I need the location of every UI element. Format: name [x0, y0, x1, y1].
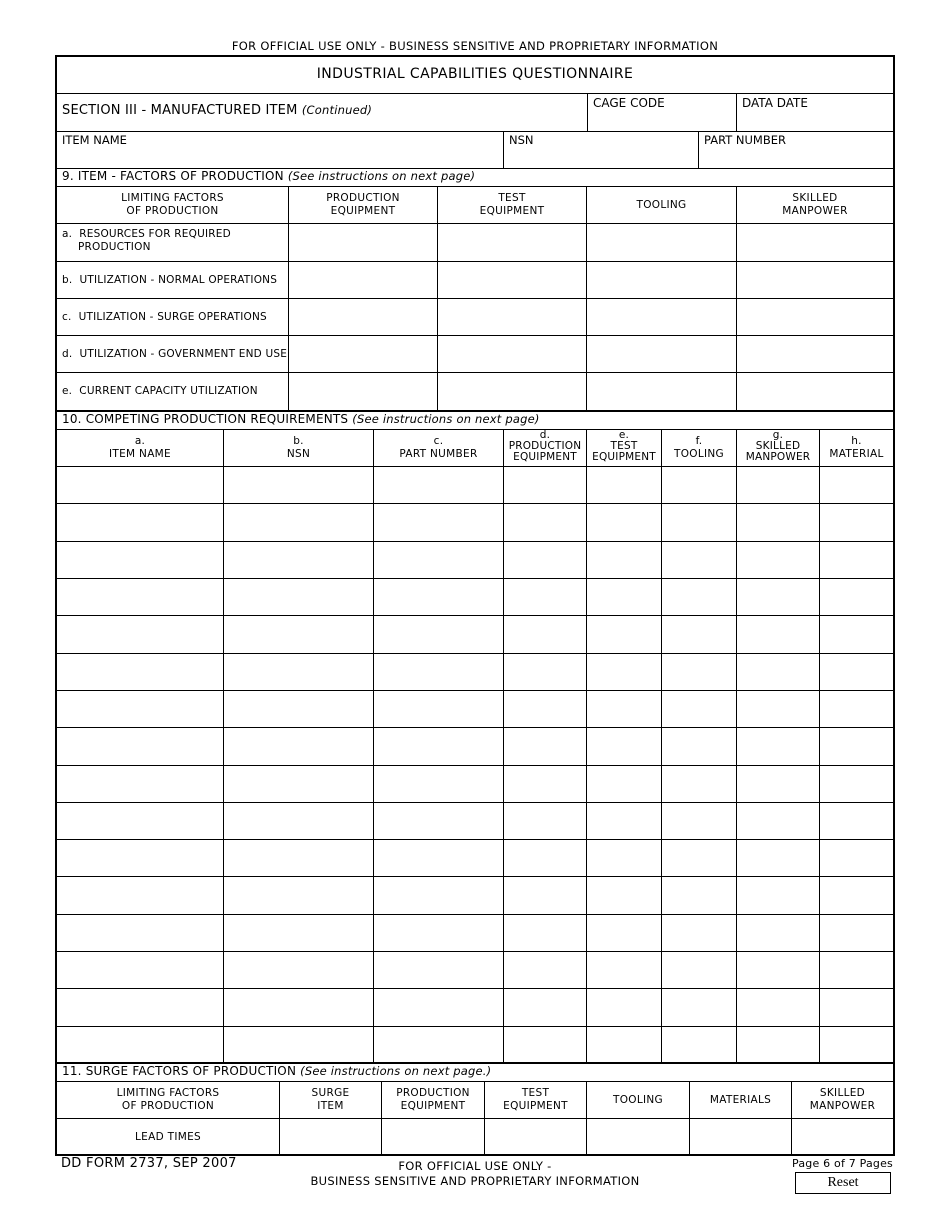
q10-material-input[interactable] — [820, 504, 893, 540]
q10-title-row — [57, 412, 893, 430]
q10-nsn-input[interactable] — [224, 840, 374, 876]
q9-e-production-equipment-input[interactable] — [289, 373, 438, 410]
q10-tooling-input[interactable] — [662, 691, 737, 727]
q10-production-equipment-input[interactable] — [504, 579, 587, 615]
item-row — [57, 132, 893, 169]
q10-header-production-equipment: d. PRODUCTION EQUIPMENT — [504, 430, 587, 466]
item-name-field[interactable] — [57, 132, 504, 168]
bottom-banner-line1: FOR OFFICIAL USE ONLY - — [398, 1159, 552, 1173]
q10-tooling-input[interactable] — [662, 654, 737, 690]
q10-nsn-input[interactable] — [224, 766, 374, 802]
section-row — [57, 94, 893, 132]
q10-nsn-input[interactable] — [224, 616, 374, 652]
q9-b-production-equipment-input[interactable] — [289, 262, 438, 298]
form-frame — [55, 55, 895, 1156]
q10-test-equipment-input[interactable] — [587, 467, 662, 503]
page-number: Page 6 of 7 Pages — [792, 1157, 893, 1170]
q9-header-production-equipment: PRODUCTION EQUIPMENT — [289, 187, 438, 223]
q10-production-equipment-input[interactable] — [504, 915, 587, 951]
q10-test-equipment-input[interactable] — [587, 616, 662, 652]
q10-nsn-input[interactable] — [224, 989, 374, 1025]
q10-item-name-input[interactable] — [57, 654, 224, 690]
q11-header-surge-item: SURGE ITEM — [280, 1082, 382, 1118]
q10-item-name-input[interactable] — [57, 504, 224, 540]
q9-row-d — [57, 336, 893, 373]
q9-a-tooling-input[interactable] — [587, 224, 737, 261]
q10-part-number-input[interactable] — [374, 467, 504, 503]
q9-header-skilled-manpower: SKILLED MANPOWER — [782, 192, 848, 217]
q10-test-equipment-input[interactable] — [587, 1027, 662, 1062]
q10-header-test-equipment: e. TEST EQUIPMENT — [587, 430, 662, 466]
q9-header-limiting-factors: LIMITING FACTORS OF PRODUCTION — [57, 187, 289, 223]
q9-e-skilled-manpower-input[interactable] — [737, 373, 893, 410]
form-title: INDUSTRIAL CAPABILITIES QUESTIONNAIRE — [316, 66, 634, 82]
q10-item-name-input[interactable] — [57, 989, 224, 1025]
q10-item-name-input[interactable] — [57, 840, 224, 876]
q10-skilled-manpower-input[interactable] — [737, 915, 820, 951]
section-label-cell — [57, 94, 588, 131]
table-row — [57, 952, 893, 989]
q11-skilled-manpower-input[interactable] — [792, 1119, 893, 1156]
q10-skilled-manpower-input[interactable] — [737, 803, 820, 839]
q10-production-equipment-input[interactable] — [504, 766, 587, 802]
q10-title: 10. COMPETING PRODUCTION REQUIREMENTS — [62, 412, 349, 426]
q11-note: (See instructions on next page.) — [300, 1064, 492, 1078]
q10-material-input[interactable] — [820, 728, 893, 764]
q10-production-equipment-input[interactable] — [504, 654, 587, 690]
q11-tooling-input[interactable] — [587, 1119, 690, 1156]
q10-part-number-input[interactable] — [374, 1027, 504, 1062]
q10-item-name-input[interactable] — [57, 877, 224, 913]
q10-production-equipment-input[interactable] — [504, 504, 587, 540]
q10-test-equipment-input[interactable] — [587, 579, 662, 615]
q10-material-input[interactable] — [820, 467, 893, 503]
q9-e-tooling-input[interactable] — [587, 373, 737, 410]
q9-header-row — [57, 187, 893, 224]
table-row — [57, 877, 893, 914]
q10-part-number-input[interactable] — [374, 728, 504, 764]
q10-production-equipment-input[interactable] — [504, 542, 587, 578]
q10-part-number-input[interactable] — [374, 654, 504, 690]
table-row — [57, 728, 893, 765]
q9-note: (See instructions on next page) — [287, 169, 476, 183]
q9-e-test-equipment-input[interactable] — [438, 373, 587, 410]
q9-row-a — [57, 224, 893, 262]
section-label: SECTION III - MANUFACTURED ITEM — [62, 103, 298, 118]
q10-skilled-manpower-input[interactable] — [737, 467, 820, 503]
q10-part-number-input[interactable] — [374, 840, 504, 876]
q9-a-production-equipment-input[interactable] — [289, 224, 438, 261]
q10-item-name-input[interactable] — [57, 616, 224, 652]
q11-header-row — [57, 1082, 893, 1119]
q10-test-equipment-input[interactable] — [587, 803, 662, 839]
q10-nsn-input[interactable] — [224, 467, 374, 503]
q9-d-test-equipment-input[interactable] — [438, 336, 587, 372]
q10-skilled-manpower-input[interactable] — [737, 542, 820, 578]
q10-tooling-input[interactable] — [662, 989, 737, 1025]
nsn-label: NSN — [509, 133, 534, 147]
q10-production-equipment-input[interactable] — [504, 728, 587, 764]
q10-skilled-manpower-input[interactable] — [737, 579, 820, 615]
q10-part-number-input[interactable] — [374, 877, 504, 913]
q9-row-b-label: b. UTILIZATION - NORMAL OPERATIONS — [57, 262, 289, 298]
q10-nsn-input[interactable] — [224, 1027, 374, 1062]
q10-item-name-input[interactable] — [57, 915, 224, 951]
q10-skilled-manpower-input[interactable] — [737, 952, 820, 988]
q9-a-skilled-manpower-input[interactable] — [737, 224, 893, 261]
table-row — [57, 989, 893, 1026]
q10-tooling-input[interactable] — [662, 542, 737, 578]
q10-item-name-input[interactable] — [57, 691, 224, 727]
nsn-field[interactable] — [504, 132, 699, 168]
q10-skilled-manpower-input[interactable] — [737, 1027, 820, 1062]
q9-d-skilled-manpower-input[interactable] — [737, 336, 893, 372]
table-row — [57, 1027, 893, 1064]
q10-tooling-input[interactable] — [662, 952, 737, 988]
q10-item-name-input[interactable] — [57, 803, 224, 839]
q10-item-name-input[interactable] — [57, 542, 224, 578]
q10-production-equipment-input[interactable] — [504, 952, 587, 988]
q10-header-item-name: a. ITEM NAME — [57, 430, 224, 466]
table-row — [57, 840, 893, 877]
q10-test-equipment-input[interactable] — [587, 654, 662, 690]
q10-tooling-input[interactable] — [662, 1027, 737, 1062]
q10-part-number-input[interactable] — [374, 803, 504, 839]
q10-nsn-input[interactable] — [224, 877, 374, 913]
q10-material-input[interactable] — [820, 877, 893, 913]
q10-production-equipment-input[interactable] — [504, 1027, 587, 1062]
q10-tooling-input[interactable] — [662, 728, 737, 764]
item-name-label: ITEM NAME — [62, 133, 127, 147]
q10-material-input[interactable] — [820, 952, 893, 988]
table-row — [57, 766, 893, 803]
q10-test-equipment-input[interactable] — [587, 691, 662, 727]
q9-header-test-equipment: TEST EQUIPMENT — [438, 187, 587, 223]
q11-materials-input[interactable] — [690, 1119, 792, 1156]
q10-production-equipment-input[interactable] — [504, 616, 587, 652]
part-number-field[interactable] — [699, 132, 893, 168]
q10-tooling-input[interactable] — [662, 915, 737, 951]
table-row — [57, 803, 893, 840]
q10-skilled-manpower-input[interactable] — [737, 728, 820, 764]
form-id: DD FORM 2737, SEP 2007 — [61, 1156, 237, 1171]
q10-item-name-input[interactable] — [57, 728, 224, 764]
q9-row-c — [57, 299, 893, 336]
q10-part-number-input[interactable] — [374, 766, 504, 802]
q9-row-d-label: d. UTILIZATION - GOVERNMENT END USE — [57, 336, 289, 372]
q10-header-row — [57, 430, 893, 467]
q10-material-input[interactable] — [820, 1027, 893, 1062]
q10-tooling-input[interactable] — [662, 579, 737, 615]
q10-skilled-manpower-input[interactable] — [737, 840, 820, 876]
q10-part-number-input[interactable] — [374, 542, 504, 578]
q10-skilled-manpower-input[interactable] — [737, 877, 820, 913]
q10-part-number-input[interactable] — [374, 616, 504, 652]
q10-production-equipment-input[interactable] — [504, 803, 587, 839]
q10-item-name-input[interactable] — [57, 579, 224, 615]
q10-test-equipment-input[interactable] — [587, 766, 662, 802]
q10-skilled-manpower-input[interactable] — [737, 691, 820, 727]
q10-header-material: h. MATERIAL — [829, 435, 884, 460]
q10-nsn-input[interactable] — [224, 579, 374, 615]
q10-test-equipment-input[interactable] — [587, 542, 662, 578]
q10-material-input[interactable] — [820, 840, 893, 876]
q10-test-equipment-input[interactable] — [587, 952, 662, 988]
q10-material-input[interactable] — [820, 579, 893, 615]
q9-row-c-label: c. UTILIZATION - SURGE OPERATIONS — [57, 299, 289, 335]
q10-test-equipment-input[interactable] — [587, 728, 662, 764]
q10-skilled-manpower-input[interactable] — [737, 766, 820, 802]
q10-nsn-input[interactable] — [224, 952, 374, 988]
data-date-field[interactable] — [737, 94, 893, 131]
q10-test-equipment-input[interactable] — [587, 989, 662, 1025]
reset-button[interactable]: Reset — [795, 1172, 891, 1194]
q11-title: 11. SURGE FACTORS OF PRODUCTION — [62, 1064, 297, 1078]
q10-tooling-input[interactable] — [662, 766, 737, 802]
q9-d-tooling-input[interactable] — [587, 336, 737, 372]
table-row — [57, 691, 893, 728]
q10-material-input[interactable] — [820, 766, 893, 802]
q10-skilled-manpower-input[interactable] — [737, 616, 820, 652]
table-row — [57, 616, 893, 653]
q11-header-skilled-manpower: SKILLED MANPOWER — [809, 1087, 876, 1112]
q11-production-equipment-input[interactable] — [382, 1119, 485, 1156]
title-row — [57, 57, 893, 94]
q10-test-equipment-input[interactable] — [587, 877, 662, 913]
q11-header-limiting-factors: LIMITING FACTORS OF PRODUCTION — [57, 1082, 280, 1118]
q10-production-equipment-input[interactable] — [504, 840, 587, 876]
table-row — [57, 654, 893, 691]
q9-title-row — [57, 169, 893, 187]
q10-production-equipment-input[interactable] — [504, 467, 587, 503]
q10-header-skilled-manpower: g. SKILLED MANPOWER — [737, 430, 820, 466]
q10-tooling-input[interactable] — [662, 504, 737, 540]
q9-header-tooling: TOOLING — [587, 187, 737, 223]
q9-b-test-equipment-input[interactable] — [438, 262, 587, 298]
q10-nsn-input[interactable] — [224, 915, 374, 951]
q10-material-input[interactable] — [820, 803, 893, 839]
q11-lead-times-row — [57, 1119, 893, 1156]
q10-nsn-input[interactable] — [224, 803, 374, 839]
q11-header-test-equipment: TEST EQUIPMENT — [485, 1082, 587, 1118]
q10-material-input[interactable] — [820, 654, 893, 690]
q10-tooling-input[interactable] — [662, 877, 737, 913]
table-row — [57, 579, 893, 616]
bottom-banner-line2: BUSINESS SENSITIVE AND PROPRIETARY INFORMATION — [310, 1174, 640, 1188]
data-date-label: DATA DATE — [742, 96, 808, 110]
q10-production-equipment-input[interactable] — [504, 989, 587, 1025]
q10-item-name-input[interactable] — [57, 952, 224, 988]
q10-item-name-input[interactable] — [57, 766, 224, 802]
q11-header-tooling: TOOLING — [587, 1082, 690, 1118]
q10-skilled-manpower-input[interactable] — [737, 989, 820, 1025]
q10-item-name-input[interactable] — [57, 467, 224, 503]
q10-part-number-input[interactable] — [374, 989, 504, 1025]
q9-a-test-equipment-input[interactable] — [438, 224, 587, 261]
q10-nsn-input[interactable] — [224, 654, 374, 690]
q10-tooling-input[interactable] — [662, 803, 737, 839]
q10-material-input[interactable] — [820, 989, 893, 1025]
q10-test-equipment-input[interactable] — [587, 840, 662, 876]
q10-header-nsn: b. NSN — [224, 430, 374, 466]
q10-nsn-input[interactable] — [224, 542, 374, 578]
q11-lead-times-label: LEAD TIMES — [57, 1119, 280, 1156]
top-banner: FOR OFFICIAL USE ONLY - BUSINESS SENSITIVE AND PROPRIETARY INFORMATION — [231, 39, 719, 53]
q9-c-tooling-input[interactable] — [587, 299, 737, 335]
q9-c-test-equipment-input[interactable] — [438, 299, 587, 335]
table-row — [57, 542, 893, 579]
q10-material-input[interactable] — [820, 542, 893, 578]
q10-part-number-input[interactable] — [374, 504, 504, 540]
cage-code-field[interactable] — [588, 94, 737, 131]
q10-part-number-input[interactable] — [374, 915, 504, 951]
part-number-label: PART NUMBER — [704, 133, 786, 147]
q10-header-tooling: f. TOOLING — [662, 430, 737, 466]
q10-header-part-number: c. PART NUMBER — [374, 430, 504, 466]
q10-note: (See instructions on next page) — [352, 412, 540, 426]
q9-b-skilled-manpower-input[interactable] — [737, 262, 893, 298]
q10-nsn-input[interactable] — [224, 504, 374, 540]
q10-test-equipment-input[interactable] — [587, 504, 662, 540]
q9-row-a-label: a. RESOURCES FOR REQUIRED PRODUCTION — [57, 224, 289, 261]
q10-test-equipment-input[interactable] — [587, 915, 662, 951]
table-row — [57, 915, 893, 952]
q10-part-number-input[interactable] — [374, 579, 504, 615]
q10-material-input[interactable] — [820, 915, 893, 951]
q10-tooling-input[interactable] — [662, 616, 737, 652]
q11-header-production-equipment: PRODUCTION EQUIPMENT — [382, 1082, 485, 1118]
q11-surge-item-input[interactable] — [280, 1119, 382, 1156]
q9-row-e-label: e. CURRENT CAPACITY UTILIZATION — [57, 373, 289, 410]
q10-item-name-input[interactable] — [57, 1027, 224, 1062]
q10-part-number-input[interactable] — [374, 691, 504, 727]
q9-c-production-equipment-input[interactable] — [289, 299, 438, 335]
q10-skilled-manpower-input[interactable] — [737, 654, 820, 690]
q11-test-equipment-input[interactable] — [485, 1119, 587, 1156]
q10-nsn-input[interactable] — [224, 728, 374, 764]
q10-material-input[interactable] — [820, 691, 893, 727]
q10-part-number-input[interactable] — [374, 952, 504, 988]
table-row — [57, 504, 893, 541]
q10-tooling-input[interactable] — [662, 840, 737, 876]
q10-production-equipment-input[interactable] — [504, 877, 587, 913]
q10-production-equipment-input[interactable] — [504, 691, 587, 727]
q9-c-skilled-manpower-input[interactable] — [737, 299, 893, 335]
q9-row-e — [57, 373, 893, 412]
q10-nsn-input[interactable] — [224, 691, 374, 727]
q9-d-production-equipment-input[interactable] — [289, 336, 438, 372]
table-row — [57, 467, 893, 504]
section-continued: (Continued) — [301, 103, 373, 117]
q9-title: 9. ITEM - FACTORS OF PRODUCTION — [62, 169, 284, 183]
q9-b-tooling-input[interactable] — [587, 262, 737, 298]
cage-code-label: CAGE CODE — [593, 96, 665, 110]
q9-row-b — [57, 262, 893, 299]
q10-skilled-manpower-input[interactable] — [737, 504, 820, 540]
q11-header-materials: MATERIALS — [690, 1082, 792, 1118]
q10-tooling-input[interactable] — [662, 467, 737, 503]
q11-title-row — [57, 1064, 893, 1082]
q10-material-input[interactable] — [820, 616, 893, 652]
